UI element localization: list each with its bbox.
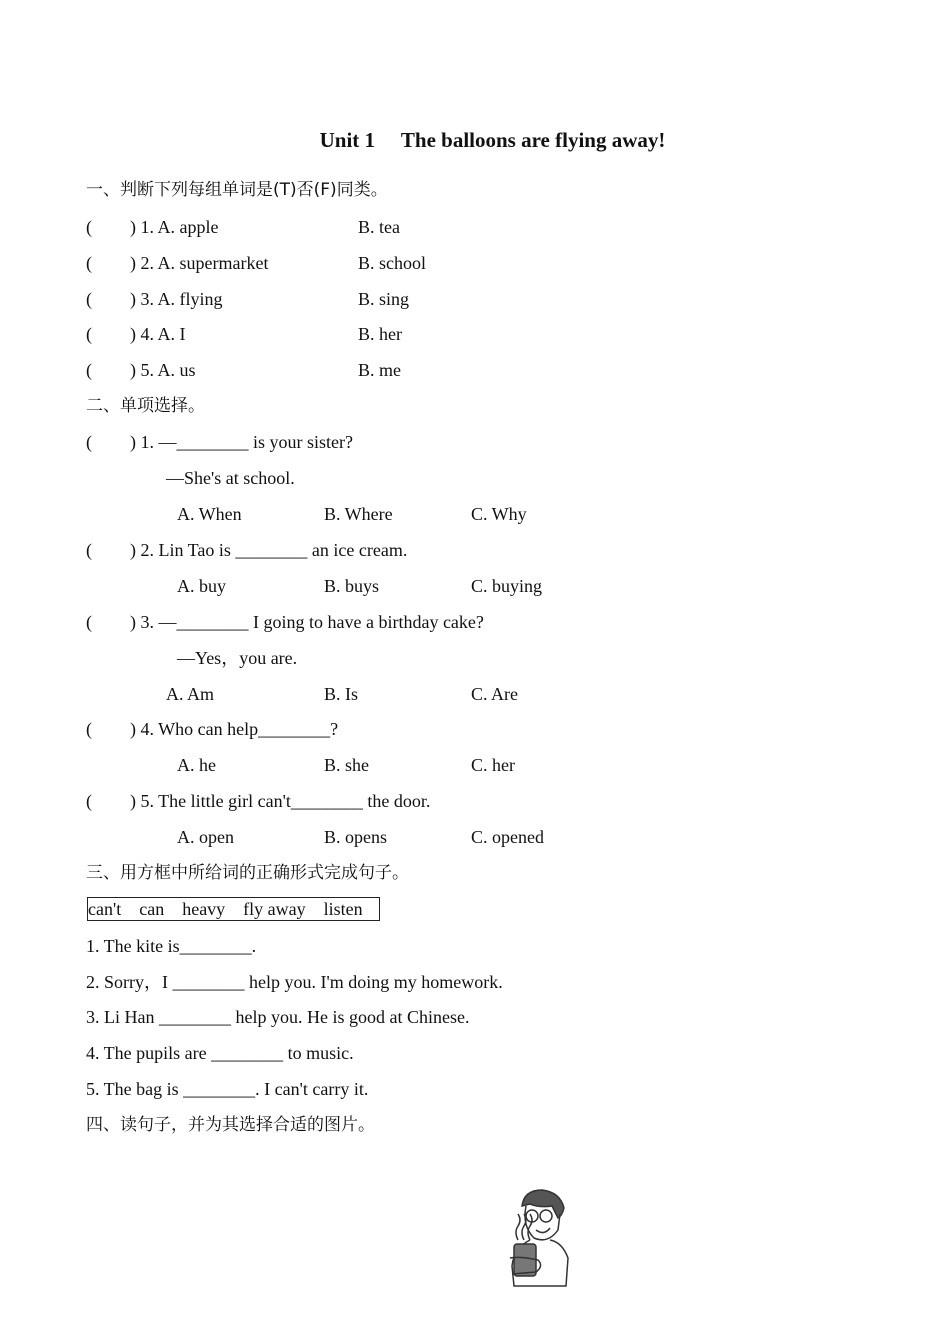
item-option-b: B. tea	[358, 217, 400, 237]
item-text: ) 5. A. us	[130, 360, 196, 380]
option-a: A. open	[177, 827, 234, 847]
question-text: ) 5. The little girl can't________ the door.	[130, 791, 431, 811]
option-b: B. buys	[324, 576, 380, 596]
section-4-heading: 四、读句子，并为其选择合适的图片。	[86, 1115, 375, 1135]
option-b: B. Is	[324, 684, 359, 704]
option-c: C. Why	[471, 504, 527, 524]
question-text: ) 4. Who can help________?	[130, 719, 339, 739]
answer-paren[interactable]: (	[86, 719, 92, 739]
option-c: C. opened	[471, 827, 544, 847]
answer-paren[interactable]: (	[86, 432, 92, 452]
question-text: ) 1. —________ is your sister?	[130, 432, 353, 452]
option-a: A. When	[177, 504, 242, 524]
option-c: C. buying	[471, 576, 543, 596]
sentence: 5. The bag is ________. I can't carry it.	[86, 1079, 369, 1099]
sentence: 3. Li Han ________ help you. He is good at Chinese.	[86, 1007, 470, 1027]
option-b: B. Where	[324, 504, 393, 524]
section-3-heading: 三、用方框中所给词的正确形式完成句子。	[86, 863, 409, 883]
option-b: B. opens	[324, 827, 387, 847]
item-text: ) 4. A. I	[130, 324, 186, 344]
answer-paren[interactable]: (	[86, 324, 92, 344]
question-text: ) 2. Lin Tao is ________ an ice cream.	[130, 540, 408, 560]
option-a: A. Am	[166, 684, 215, 704]
section-2-heading: 二、单项选择。	[86, 396, 205, 416]
item-option-b: B. school	[358, 253, 427, 273]
item-option-b: B. sing	[358, 289, 410, 309]
answer-paren[interactable]: (	[86, 791, 92, 811]
sentence: 4. The pupils are ________ to music.	[86, 1043, 354, 1063]
answer-paren[interactable]: (	[86, 217, 92, 237]
item-text: ) 1. A. apple	[130, 217, 219, 237]
answer-paren[interactable]: (	[86, 360, 92, 380]
page-title: Unit 1 The balloons are flying away!	[319, 128, 666, 152]
option-a: A. buy	[177, 576, 226, 596]
item-option-b: B. me	[358, 360, 401, 380]
answer-paren[interactable]: (	[86, 289, 92, 309]
answer-paren[interactable]: (	[86, 612, 92, 632]
word-box-words: can't can heavy fly away listen	[88, 899, 363, 919]
section-1-heading: 一、判断下列每组单词是(T)否(F)同类。	[86, 180, 388, 200]
option-b: B. she	[324, 755, 369, 775]
item-text: ) 2. A. supermarket	[130, 253, 269, 273]
answer-paren[interactable]: (	[86, 253, 92, 273]
sentence: 1. The kite is________.	[86, 936, 257, 956]
answer-paren[interactable]: (	[86, 540, 92, 560]
question-text: ) 3. —________ I going to have a birthday cake?	[130, 612, 484, 632]
question-reply: —She's at school.	[166, 468, 295, 488]
boy-drinking-hot-drink-image	[500, 1186, 572, 1290]
option-a: A. he	[177, 755, 216, 775]
question-reply: —Yes，you are.	[177, 648, 298, 668]
option-c: C. Are	[471, 684, 518, 704]
item-text: ) 3. A. flying	[130, 289, 223, 309]
item-option-b: B. her	[358, 324, 402, 344]
option-c: C. her	[471, 755, 515, 775]
sentence: 2. Sorry，I ________ help you. I'm doing my homework.	[86, 972, 503, 992]
